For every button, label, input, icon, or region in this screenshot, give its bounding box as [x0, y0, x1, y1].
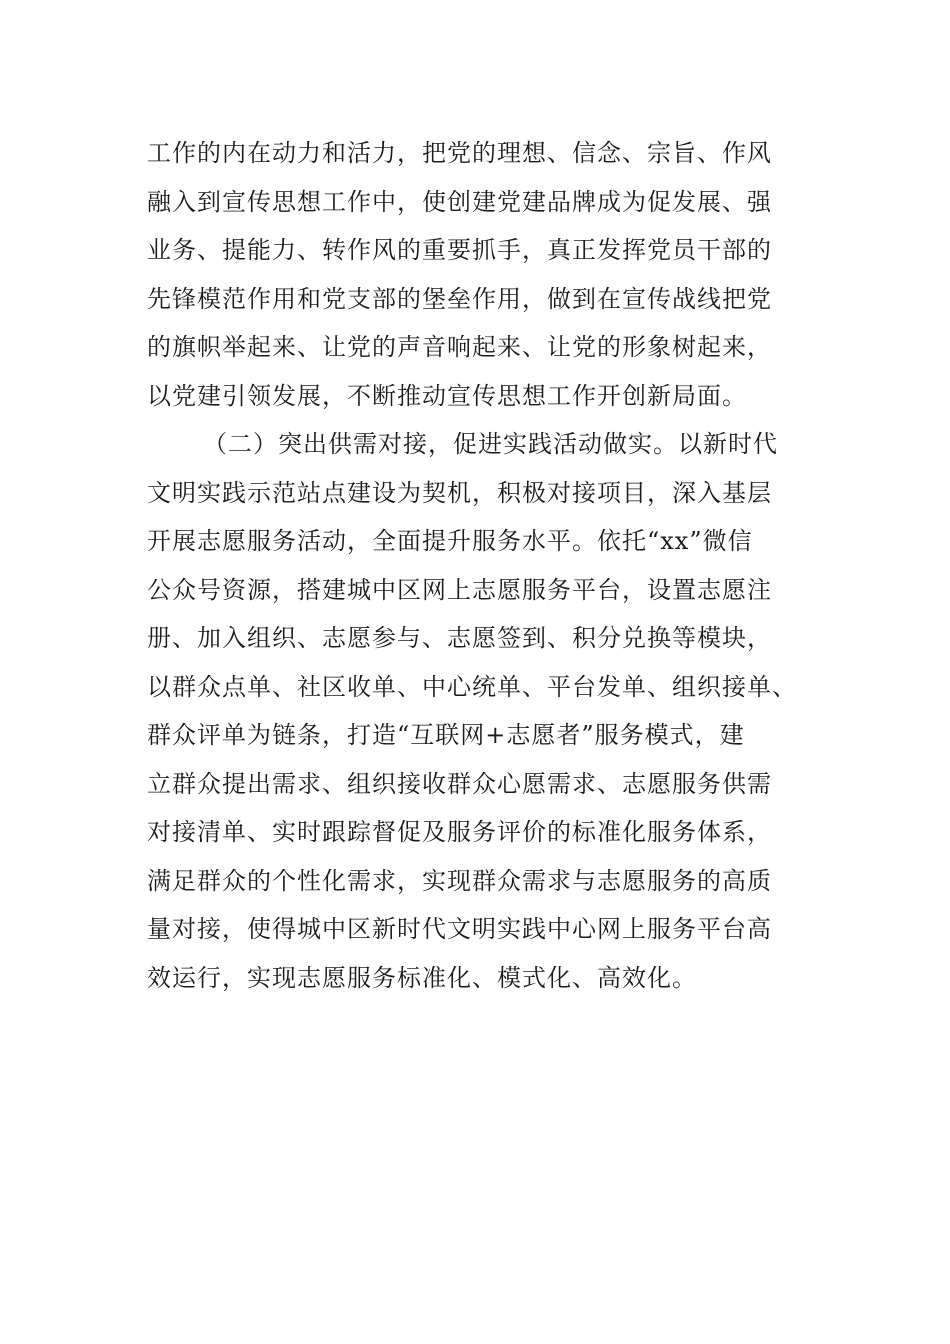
text-line: 的旗帜举起来、让党的声音响起来、让党的形象树起来， [147, 333, 772, 361]
text-line: （二）突出供需对接，促进实践活动做实。以新时代 [203, 430, 778, 458]
text-line: 以群众点单、社区收单、中心统单、平台发单、组织接单、 [147, 672, 797, 701]
text-line: 业务、提能力、转作风的重要抓手，真正发挥党员干部的 [147, 236, 772, 264]
text-line: 文明实践示范站点建设为契机，积极对接项目，深入基层 [147, 478, 772, 507]
text-line: 公众号资源，搭建城中区网上志愿服务平台，设置志愿注 [147, 575, 772, 604]
text-line: 量对接，使得城中区新时代文明实践中心网上服务平台高 [147, 915, 772, 943]
text-line: 群众评单为链条，打造“互联网+志愿者”服务模式，建 [147, 721, 745, 749]
text-line: 效运行，实现志愿服务标准化、模式化、高效化。 [147, 963, 697, 992]
text-line: 册、加入组织、志愿参与、志愿签到、积分兑换等模块， [147, 624, 772, 652]
text-line: 立群众提出需求、组织接收群众心愿需求、志愿服务供需 [147, 769, 772, 798]
document-body [147, 129, 807, 1002]
text-line: 满足群众的个性化需求，实现群众需求与志愿服务的高质 [147, 866, 772, 895]
text-line: 对接清单、实时跟踪督促及服务评价的标准化服务体系， [147, 818, 772, 846]
paragraph-1 [147, 129, 807, 420]
text-line: 融入到宣传思想工作中，使创建党建品牌成为促发展、强 [147, 187, 772, 216]
paragraph-2 [147, 420, 807, 1002]
text-line: 工作的内在动力和活力，把党的理想、信念、宗旨、作风 [147, 139, 772, 167]
text-line: 先锋模范作用和党支部的堡垒作用，做到在宣传战线把党 [147, 284, 772, 313]
text-line: 开展志愿服务活动，全面提升服务水平。依托“xx”微信 [147, 527, 753, 555]
text-line: 以党建引领发展，不断推动宣传思想工作开创新局面。 [147, 381, 747, 410]
